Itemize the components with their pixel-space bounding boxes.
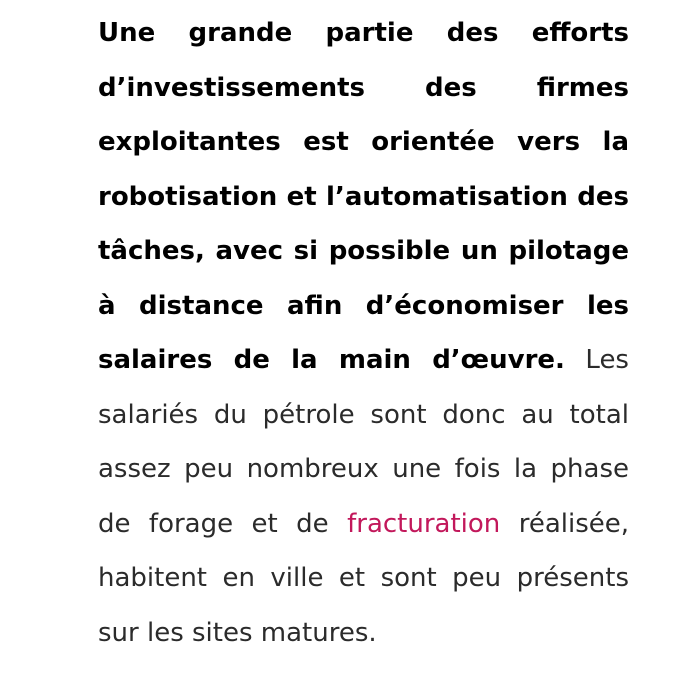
article-paragraph: [98, 6, 629, 660]
fracturation-link[interactable]: fracturation: [347, 508, 501, 539]
paragraph-text-after-link: réalisée, habitent en ville et sont peu présents sur les sites matures.: [98, 508, 630, 648]
paragraph-text-before-link: Les salariés du pétrole sont donc au total assez peu nombreux une fois la phase de forage et de: [98, 345, 629, 539]
bold-lead-sentence: Une grande partie des efforts d’investissements des firmes exploitantes est orientée vers la robotisation et l’automatisation des tâches, avec si possible un pilotage à distance afin d’économiser les salaires de la main d’œuvre.: [98, 18, 629, 375]
